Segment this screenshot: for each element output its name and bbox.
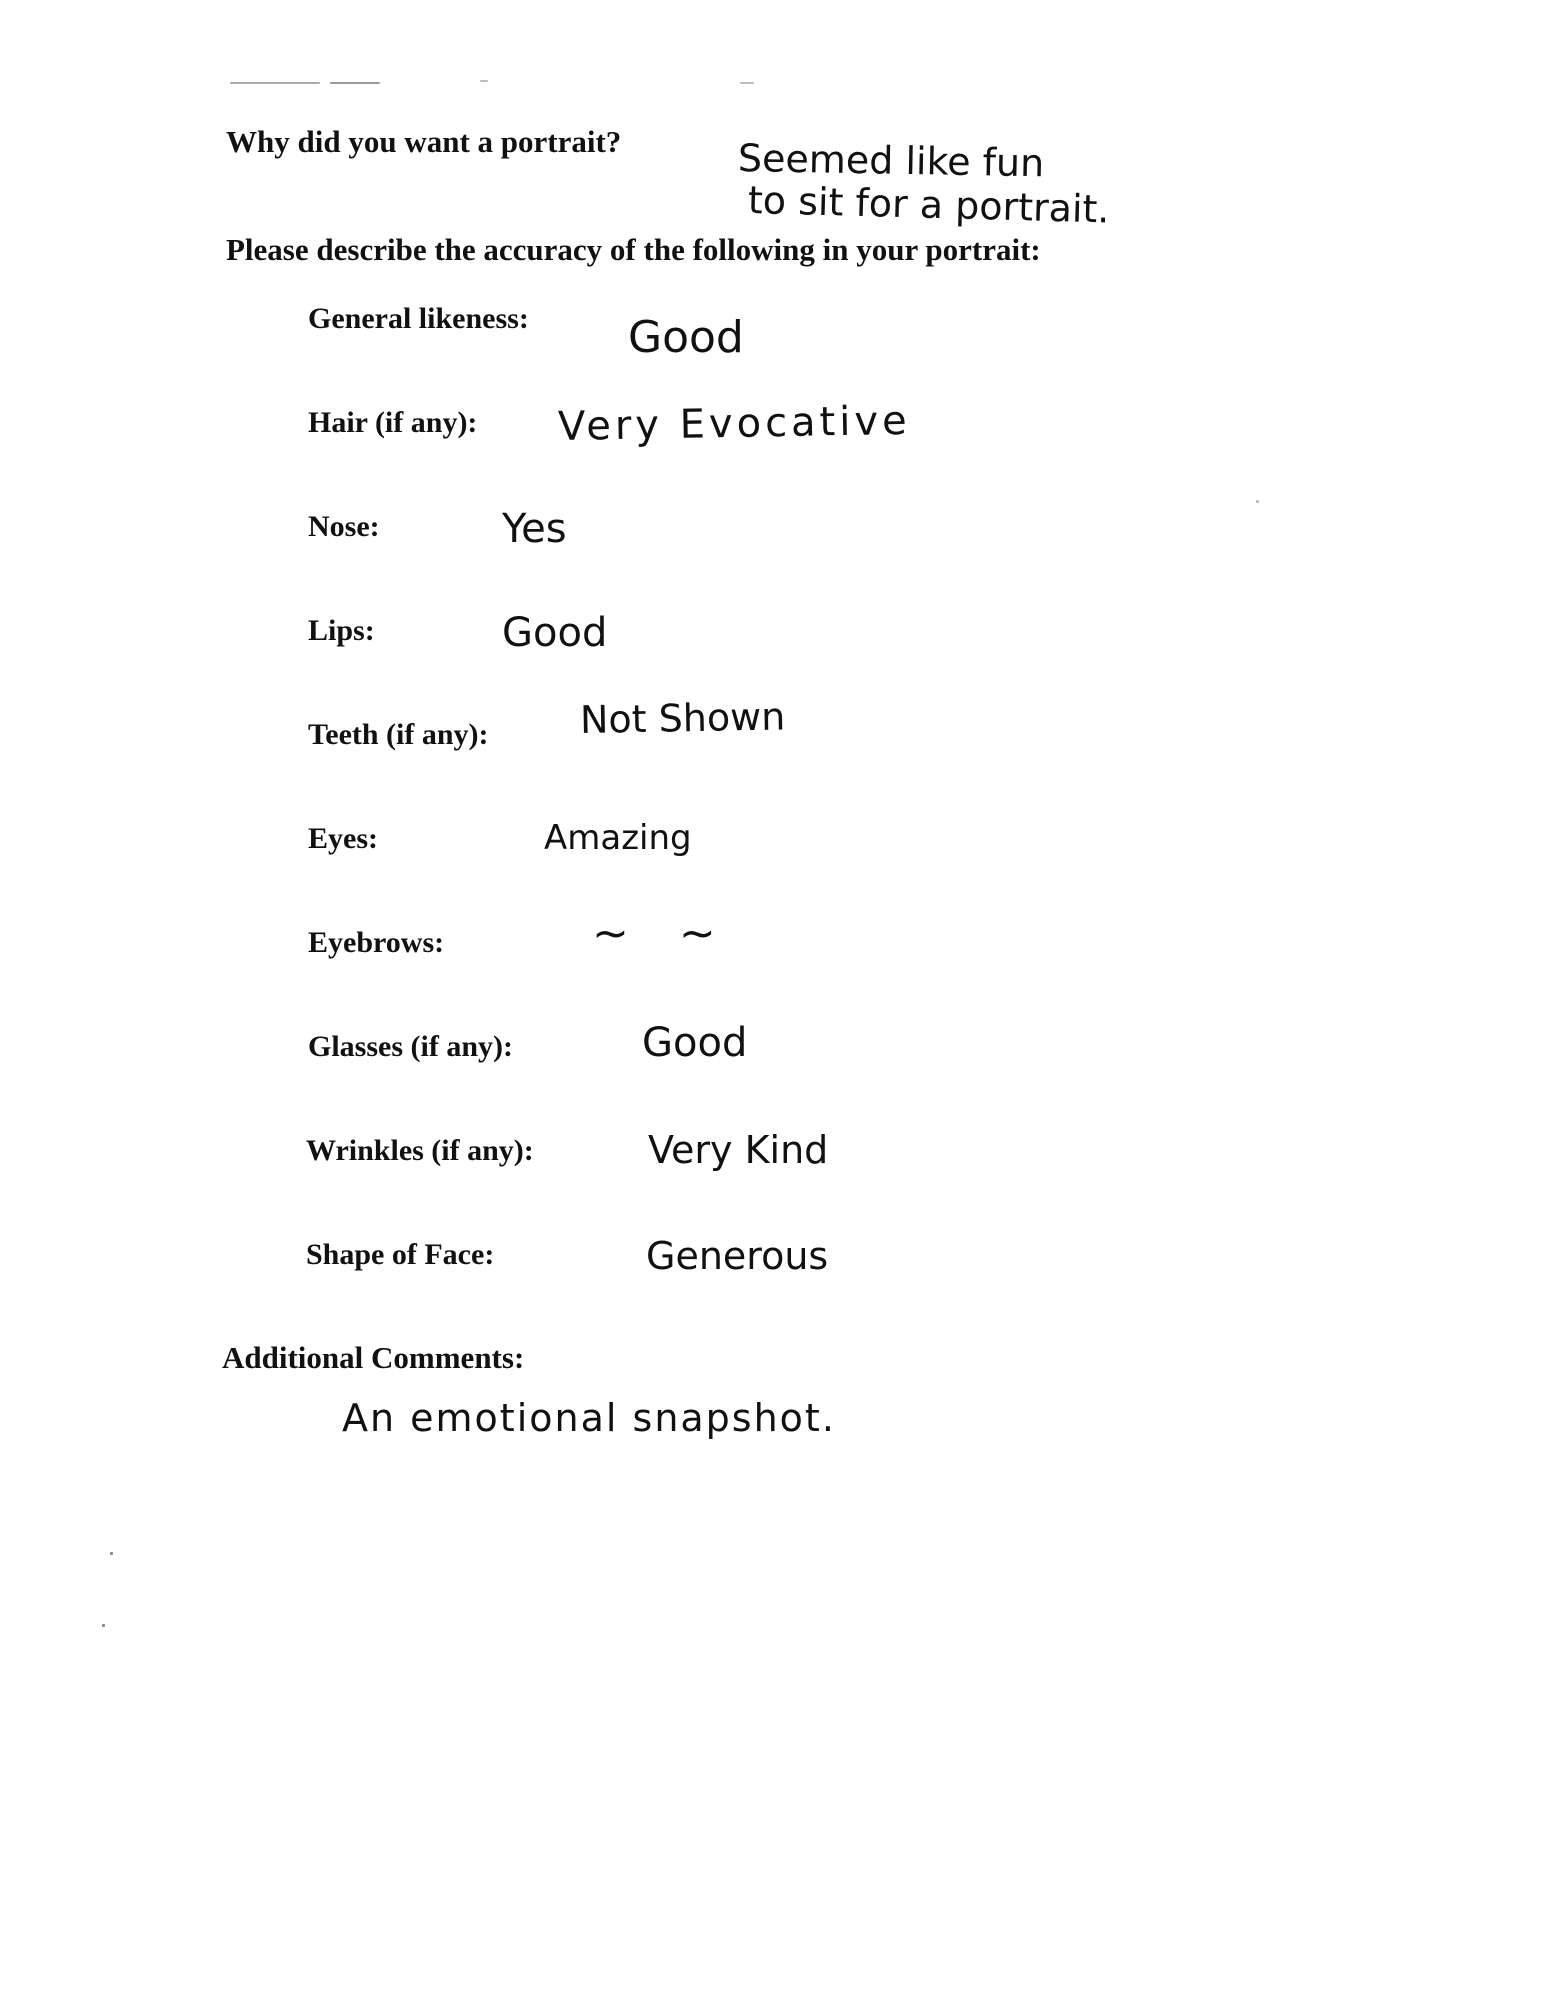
lips-label: Lips:: [308, 614, 375, 647]
scan-artifact: [1256, 500, 1259, 503]
glasses-label: Glasses (if any):: [308, 1030, 513, 1063]
face-shape-label: Shape of Face:: [306, 1238, 495, 1271]
scan-artifact: [110, 1552, 113, 1555]
scan-artifact: [230, 82, 320, 84]
why-answer-line1: Seemed like fun: [737, 136, 1045, 186]
scan-artifact: [480, 80, 488, 82]
eyes-answer: Amazing: [544, 818, 692, 858]
eyebrows-label: Eyebrows:: [308, 926, 445, 959]
general-likeness-answer: Good: [628, 312, 744, 363]
nose-label: Nose:: [308, 510, 380, 543]
teeth-label: Teeth (if any):: [308, 718, 489, 751]
scan-artifact: [740, 82, 754, 84]
glasses-answer: Good: [642, 1020, 748, 1066]
comments-label: Additional Comments:: [222, 1340, 525, 1375]
hair-label: Hair (if any):: [308, 406, 478, 439]
eyebrows-answer: ~ ~: [592, 908, 734, 959]
lips-answer: Good: [502, 610, 608, 656]
accuracy-prompt: Please describe the accuracy of the following in your portrait:: [226, 232, 1041, 267]
nose-answer: Yes: [502, 506, 567, 552]
wrinkles-answer: Very Kind: [648, 1128, 829, 1172]
hair-answer: Very Evocative: [557, 397, 912, 450]
face-shape-answer: Generous: [646, 1234, 829, 1278]
teeth-answer: Not Shown: [579, 694, 786, 742]
why-question-label: Why did you want a portrait?: [226, 124, 622, 159]
general-likeness-label: General likeness:: [308, 302, 529, 335]
scan-artifact: [102, 1624, 105, 1627]
eyes-label: Eyes:: [308, 822, 378, 855]
scan-artifact: [330, 82, 380, 84]
wrinkles-label: Wrinkles (if any):: [306, 1134, 534, 1167]
why-answer-line2: to sit for a portrait.: [747, 178, 1111, 232]
comments-answer: An emotional snapshot.: [342, 1396, 836, 1440]
